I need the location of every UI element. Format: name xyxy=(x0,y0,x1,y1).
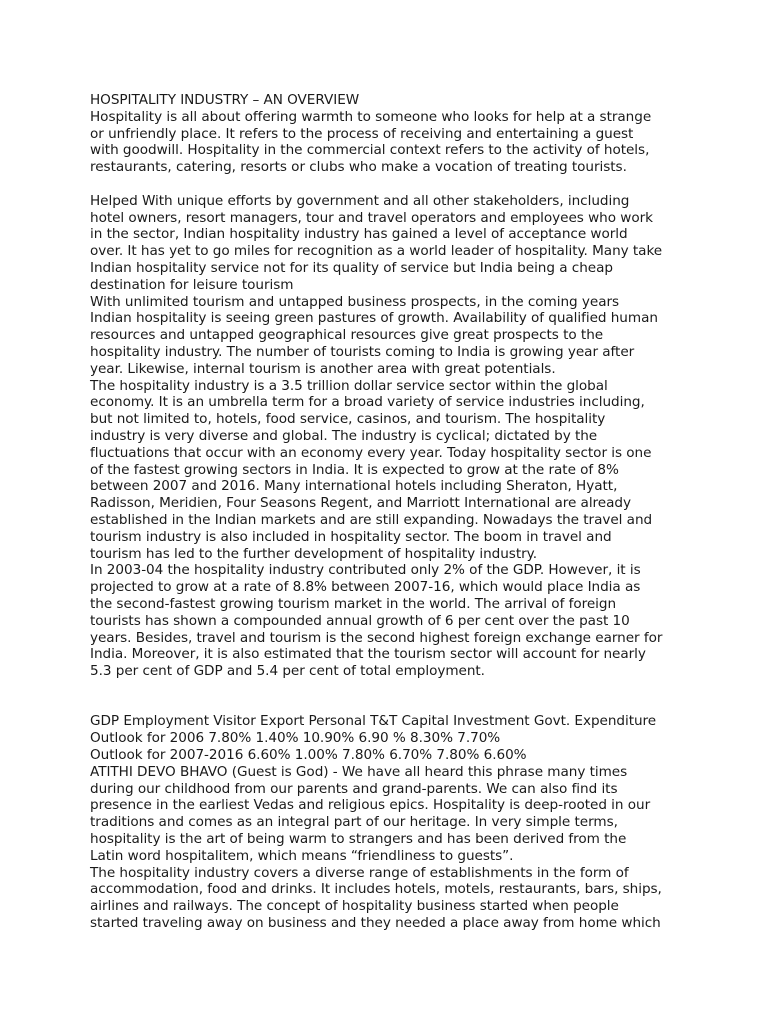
text-line: resources and untapped geographical resources give great prospects to the xyxy=(90,327,604,344)
text-line: The hospitality industry is a 3.5 trillion dollar service sector within the global xyxy=(90,377,608,394)
text-line: hospitality industry. The number of tourists coming to India is growing year after xyxy=(90,343,635,360)
text-line: restaurants, catering, resorts or clubs who make a vocation of treating tourists. xyxy=(90,159,627,176)
text-line: projected to grow at a rate of 8.8% between 2007-16, which would place India as xyxy=(90,579,641,596)
intro-paragraph xyxy=(90,109,690,176)
text-line: but not limited to, hotels, food service, casinos, and tourism. The hospitality xyxy=(90,411,606,428)
text-line: Outlook for 2007-2016 6.60% 1.00% 7.80% 6.70% 7.80% 6.60% xyxy=(90,747,527,764)
text-line: 5.3 per cent of GDP and 5.4 per cent of total employment. xyxy=(90,663,485,680)
section-spacer xyxy=(90,680,690,714)
text-line: year. Likewise, internal tourism is another area with great potentials. xyxy=(90,360,556,377)
text-line: Latin word hospitalitem, which means “friendliness to guests”. xyxy=(90,847,514,864)
text-line: started traveling away on business and they needed a place away from home which xyxy=(90,915,661,932)
text-line: airlines and railways. The concept of hospitality business started when people xyxy=(90,898,619,915)
text-line: accommodation, food and drinks. It includes hotels, motels, restaurants, bars, ships, xyxy=(90,881,662,898)
text-line: economy. It is an umbrella term for a broad variety of service industries including, xyxy=(90,394,645,411)
text-line: during our childhood from our parents and grand-parents. We can also find its xyxy=(90,780,618,797)
text-line: Indian hospitality service not for its quality of service but India being a cheap xyxy=(90,259,613,276)
text-line: destination for leisure tourism xyxy=(90,276,294,293)
text-line: Radisson, Meridien, Four Seasons Regent, and Marriott International are already xyxy=(90,495,631,512)
text-line: hotel owners, resort managers, tour and travel operators and employees who work xyxy=(90,209,653,226)
outlook-and-heritage-section xyxy=(90,713,690,931)
text-line: over. It has yet to go miles for recognition as a world leader of hospitality. Many take xyxy=(90,243,663,260)
text-line: hospitality is the art of being warm to strangers and has been derived from the xyxy=(90,831,627,848)
text-line: tourism industry is also included in hospitality sector. The boom in travel and xyxy=(90,528,612,545)
text-line: or unfriendly place. It refers to the process of receiving and entertaining a guest xyxy=(90,125,634,142)
text-line: tourists has shown a compounded annual growth of 6 per cent over the past 10 xyxy=(90,612,630,629)
document-title: HOSPITALITY INDUSTRY – AN OVERVIEW xyxy=(90,92,360,108)
text-line: between 2007 and 2016. Many international hotels including Sheraton, Hyatt, xyxy=(90,478,618,495)
text-line: years. Besides, travel and tourism is the second highest foreign exchange earner for xyxy=(90,629,663,646)
text-line: India. Moreover, it is also estimated that the tourism sector will account for nearly xyxy=(90,646,646,663)
text-line: Helped With unique efforts by government and all other stakeholders, including xyxy=(90,192,630,209)
paragraph-spacer xyxy=(90,176,690,193)
text-line: Indian hospitality is seeing green pastures of growth. Availability of qualified human xyxy=(90,310,658,327)
document-page xyxy=(90,92,690,932)
text-line: with goodwill. Hospitality in the commercial context refers to the activity of hotels, xyxy=(90,142,650,159)
text-line: industry is very diverse and global. The industry is cyclical; dictated by the xyxy=(90,427,598,444)
text-line: With unlimited tourism and untapped business prospects, in the coming years xyxy=(90,293,620,310)
text-line: established in the Indian markets and are still expanding. Nowadays the travel and xyxy=(90,511,653,528)
text-line: fluctuations that occur with an economy every year. Today hospitality sector is one xyxy=(90,444,652,461)
text-line: ATITHI DEVO BHAVO (Guest is God) - We have all heard this phrase many times xyxy=(90,763,628,780)
text-line: in the sector, Indian hospitality industry has gained a level of acceptance world xyxy=(90,226,628,243)
text-line: tourism has led to the further development of hospitality industry. xyxy=(90,545,537,562)
text-line: The hospitality industry covers a diverse range of establishments in the form of xyxy=(90,864,629,881)
body-paragraphs xyxy=(90,193,690,680)
text-line: of the fastest growing sectors in India. It is expected to grow at the rate of 8% xyxy=(90,461,619,478)
text-line: the second-fastest growing tourism market in the world. The arrival of foreign xyxy=(90,595,617,612)
text-line: Outlook for 2006 7.80% 1.40% 10.90% 6.90 % 8.30% 7.70% xyxy=(90,730,501,747)
text-line: In 2003-04 the hospitality industry contributed only 2% of the GDP. However, it is xyxy=(90,562,641,579)
text-line: presence in the earliest Vedas and religious epics. Hospitality is deep-rooted in our xyxy=(90,797,651,814)
text-line: GDP Employment Visitor Export Personal T&T Capital Investment Govt. Expenditure xyxy=(90,713,657,730)
text-line: Hospitality is all about offering warmth to someone who looks for help at a strange xyxy=(90,108,652,125)
text-line: traditions and comes as an integral part of our heritage. In very simple terms, xyxy=(90,814,618,831)
